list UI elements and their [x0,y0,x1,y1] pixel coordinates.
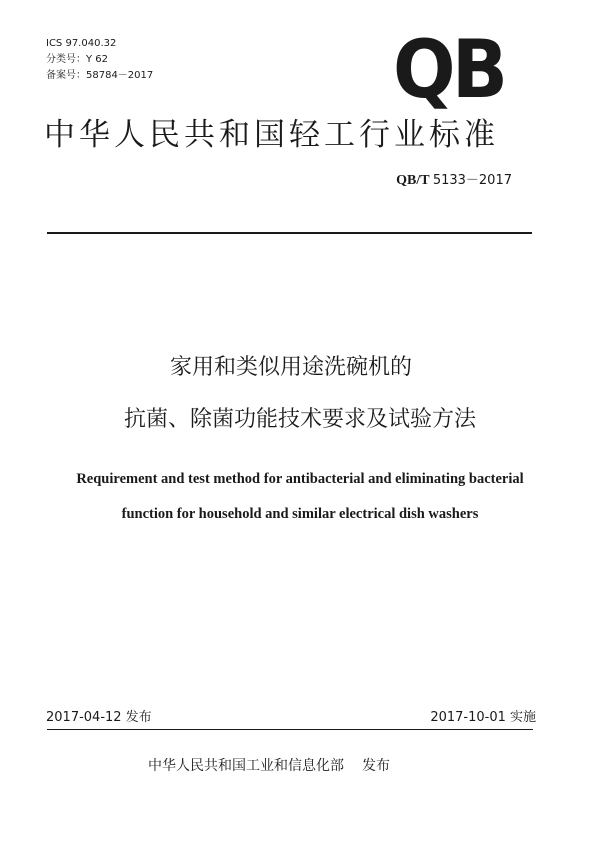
implementation-date: 2017-10-01 实施 [430,710,536,725]
standard-code-number: 5133－2017 [432,173,512,188]
standard-code [396,169,512,189]
issuer-name: 中华人民共和国工业和信息化部 [148,758,344,774]
cover-metadata [46,36,153,84]
issuer-verb: 发布 [362,758,390,774]
issue-date: 2017-04-12 发布 [46,710,152,725]
footer-divider [47,729,533,730]
issuing-authority [148,755,390,775]
standard-code-prefix: QB/T [396,173,430,188]
english-title-line-2: function for household and similar electrical dish washers [121,506,479,522]
record-number: 备案号：58784－2017 [46,70,154,81]
qb-logo: QB [393,23,505,116]
ics-code: ICS 97.040.32 [46,38,117,49]
chinese-title-line-2: 抗菌、除菌功能技术要求及试验方法 [123,407,476,432]
english-title-line-1: Requirement and test method for antibacterial and eliminating bacterial [76,471,524,487]
header-divider [47,232,532,234]
chinese-title-line-1: 家用和类似用途洗碗机的 [169,355,412,380]
classification-number: 分类号：Y 62 [46,54,109,65]
standard-title: 中华人民共和国轻工行业标准 [44,117,499,153]
